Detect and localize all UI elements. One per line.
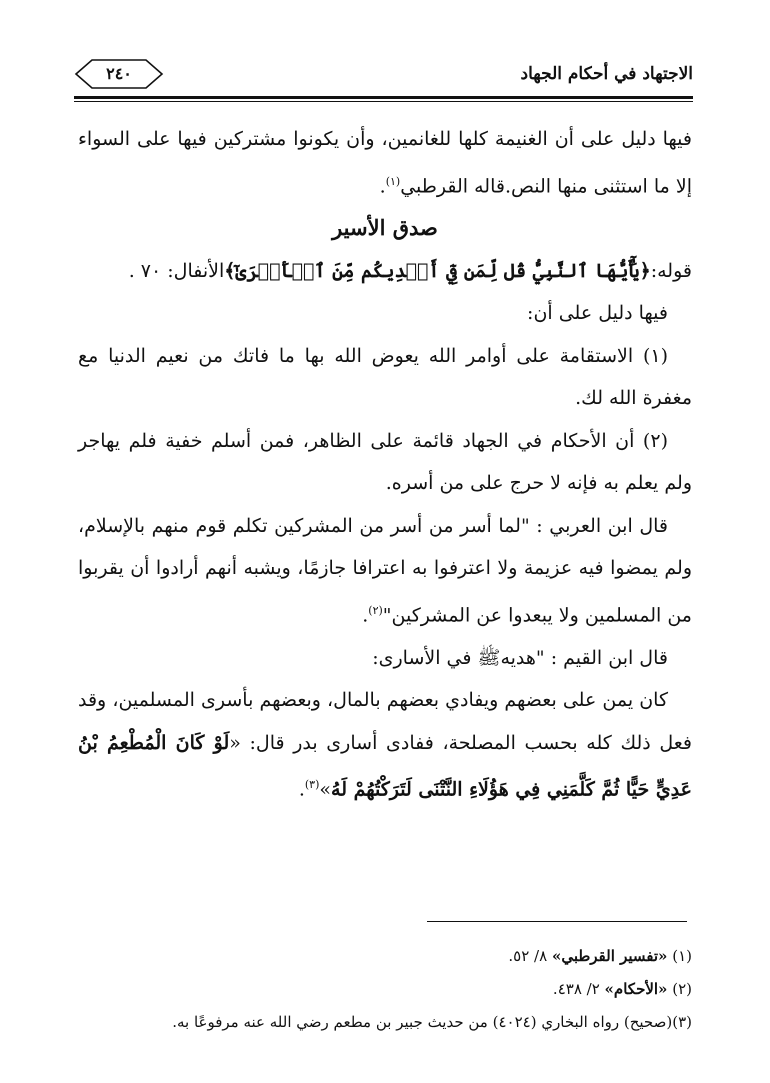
footnote-2: (٢) «الأحكام» ٢/ ٤٣٨. (552, 980, 692, 998)
paragraph-ibn-arabi: قال ابن العربي : "لما أسر من أسر من المشركين تكلم قوم منهم بالإسلام، ولم يمضوا فيه عزيمة ولا اعترفوا به اعترافا جازمًا، ويشبه أنهم أرادوا أن يقربوا من المسلمين ولا يبعدوا عن المشركين"$^{(٢)}$. (78, 514, 692, 627)
paragraph-prisoners: كان يمن على بعضهم ويفادي بعضهم بالمال، وبعضهم بأسرى المسلمين، وقد فعل ذلك كله بحسب المصلحة، ففادى أسارى بدر قال: «لَوْ كَانَ الْمُطْعِمُ بْنُ عَدِيٍّ حَيًّا ثُمَّ كَلَّمَنِي فِي هَؤُلَاءِ النَّتْنَى لَتَرَكْتُهُمْ لَهُ»$^{(٣)}$. (78, 689, 692, 801)
footnote-3: (٣)(صحيح) رواه البخاري (٤٠٢٤) من حديث جبير بن مطعم رضي الله عنه مرفوعًا به. (172, 1013, 692, 1031)
header-rule-thick (74, 96, 693, 99)
list-item-2: (٢) أن الأحكام في الجهاد قائمة على الظاهر، فمن أسلم خفية فلم يهاجر ولم يعلم به فإنه لا حرج على من أسره. (78, 429, 692, 495)
footnote-separator (427, 921, 687, 922)
page-number-frame (74, 58, 164, 90)
page-header (70, 56, 693, 96)
book-title: الاجتهاد في أحكام الجهاد (520, 64, 693, 84)
footnote-ref-3: (٣) (304, 778, 320, 792)
quran-verse: ﴿يَٰٓأَيُّهَا ٱلنَّبِيُّ قُل لِّمَن فِيٓ أَيۡدِيكُم مِّنَ ٱلۡأَسۡرَىٰٓ﴾ (224, 259, 651, 282)
footnote-ref-2: (٢) (368, 603, 383, 617)
paragraph-spoils: فيها دليل على أن الغنيمة كلها للغانمين، وأن يكونوا مشتركين فيها على السواء إلا ما استثنى منها النص.قاله القرطبي$^{(١)}$. (78, 128, 692, 197)
footnote-ref-1: (١) (385, 174, 401, 188)
main-text (78, 118, 692, 811)
paragraph-intro: فيها دليل على أن: (527, 302, 668, 325)
verse-reference: الأنفال: ٧٠ . (128, 259, 225, 282)
list-item-1: (١) الاستقامة على أوامر الله يعوض الله بها ما فاتك من نعيم الدنيا مع مغفرة الله لك. (78, 344, 692, 410)
hadith-text: لَوْ كَانَ الْمُطْعِمُ بْنُ عَدِيٍّ حَيًّا ثُمَّ كَلَّمَنِي فِي هَؤُلَاءِ النَّتْنَى لَتَرَكْتُهُمْ لَهُ (78, 731, 692, 801)
footnote-1: (١) «تفسير القرطبي» ٨/ ٥٢. (508, 947, 692, 965)
verse-line: قوله:﴿يَٰٓأَيُّهَا ٱلنَّبِيُّ قُل لِّمَن فِيٓ أَيۡدِيكُم مِّنَ ٱلۡأَسۡرَىٰٓ﴾الأنفال: ٧٠ . (128, 259, 692, 282)
section-heading: صدق الأسير (332, 215, 438, 241)
header-rule-thin (74, 101, 693, 102)
page-number: ٢٤٠ (106, 64, 132, 83)
paragraph-ibn-qayyim: قال ابن القيم : "هديهﷺ في الأسارى: (372, 646, 668, 669)
footnotes (78, 940, 692, 1039)
